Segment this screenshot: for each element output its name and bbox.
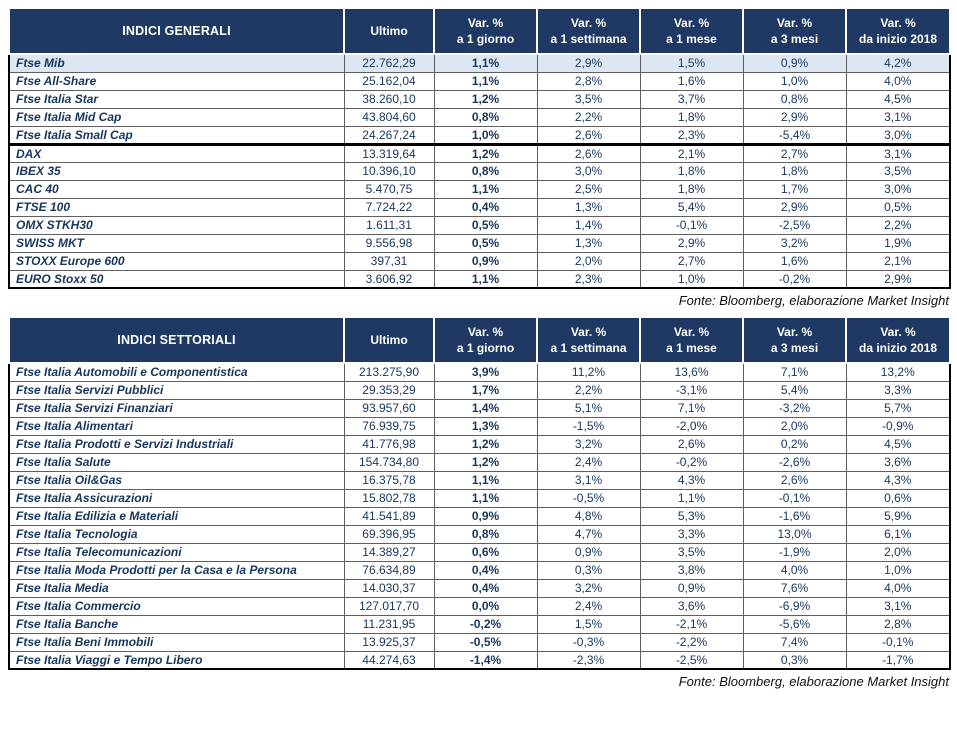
table-row	[9, 363, 950, 381]
column-header-line1: Var. %	[570, 324, 607, 339]
ultimo-value: 76.939,75	[344, 417, 434, 435]
ultimo-value: 29.353,29	[344, 381, 434, 399]
column-header	[434, 8, 537, 54]
table-row	[9, 633, 950, 651]
var-value: 0,9%	[743, 54, 846, 72]
var-value: 0,6%	[846, 489, 950, 507]
column-header-line2: a 1 settimana	[550, 32, 627, 46]
var-value: 3,2%	[537, 579, 640, 597]
var-value: 1,1%	[434, 489, 537, 507]
var-value: 1,1%	[434, 180, 537, 198]
var-value: -0,5%	[537, 489, 640, 507]
ultimo-value: 213.275,90	[344, 363, 434, 381]
var-value: 2,6%	[537, 126, 640, 144]
var-value: 4,0%	[846, 72, 950, 90]
var-value: 0,8%	[434, 162, 537, 180]
index-name: Ftse Italia Salute	[9, 453, 344, 471]
var-value: 0,9%	[537, 543, 640, 561]
ultimo-value: 1.611,31	[344, 216, 434, 234]
var-value: 2,8%	[846, 615, 950, 633]
var-value: 1,0%	[434, 126, 537, 144]
var-value: 1,1%	[640, 489, 743, 507]
var-value: 0,9%	[640, 579, 743, 597]
table-row	[9, 525, 950, 543]
var-value: 1,4%	[537, 216, 640, 234]
var-value: 3,1%	[846, 108, 950, 126]
index-name: CAC 40	[9, 180, 344, 198]
var-value: 1,6%	[743, 252, 846, 270]
var-value: 1,7%	[743, 180, 846, 198]
column-header-line2: da inizio 2018	[858, 32, 938, 46]
var-value: 2,6%	[537, 144, 640, 162]
var-value: 0,5%	[434, 234, 537, 252]
var-value: 3,2%	[743, 234, 846, 252]
ultimo-value: 10.396,10	[344, 162, 434, 180]
var-value: 7,4%	[743, 633, 846, 651]
ultimo-value: 13.925,37	[344, 633, 434, 651]
var-value: 3,2%	[537, 435, 640, 453]
var-value: -3,2%	[743, 399, 846, 417]
var-value: 1,9%	[846, 234, 950, 252]
column-header-line2: a 1 mese	[666, 32, 717, 46]
var-value: -2,5%	[743, 216, 846, 234]
var-value: 2,3%	[537, 270, 640, 288]
var-value: 2,2%	[537, 108, 640, 126]
index-name: Ftse Italia Oil&Gas	[9, 471, 344, 489]
var-value: 5,1%	[537, 399, 640, 417]
header-row	[9, 317, 950, 363]
var-value: 1,4%	[434, 399, 537, 417]
column-header-line1: Var. %	[776, 324, 813, 339]
var-value: 1,2%	[434, 453, 537, 471]
var-value: -2,5%	[640, 651, 743, 669]
column-header-line2: a 1 settimana	[550, 341, 627, 355]
var-value: 2,3%	[640, 126, 743, 144]
table-row	[9, 234, 950, 252]
column-header-line2: a 1 giorno	[456, 32, 515, 46]
table-row	[9, 615, 950, 633]
table-title: INDICI GENERALI	[9, 8, 344, 54]
var-value: -3,1%	[640, 381, 743, 399]
var-value: 2,2%	[537, 381, 640, 399]
var-value: 13,6%	[640, 363, 743, 381]
indici-generali-table-block	[8, 7, 949, 289]
table-row	[9, 417, 950, 435]
index-name: Ftse Italia Edilizia e Materiali	[9, 507, 344, 525]
var-value: 5,3%	[640, 507, 743, 525]
index-name: Ftse Mib	[9, 54, 344, 72]
table-row	[9, 381, 950, 399]
index-name: DAX	[9, 144, 344, 162]
index-name: Ftse Italia Moda Prodotti per la Casa e la Persona	[9, 561, 344, 579]
ultimo-value: 16.375,78	[344, 471, 434, 489]
var-value: 1,0%	[743, 72, 846, 90]
index-name: EURO Stoxx 50	[9, 270, 344, 288]
var-value: 7,1%	[743, 363, 846, 381]
ultimo-value: 154.734,80	[344, 453, 434, 471]
var-value: -0,9%	[846, 417, 950, 435]
var-value: 7,6%	[743, 579, 846, 597]
ultimo-value: 7.724,22	[344, 198, 434, 216]
ultimo-value: 397,31	[344, 252, 434, 270]
column-header-line1: Var. %	[467, 15, 504, 30]
ultimo-value: 9.556,98	[344, 234, 434, 252]
ultimo-value: 44.274,63	[344, 651, 434, 669]
column-header	[743, 317, 846, 363]
ultimo-value: 76.634,89	[344, 561, 434, 579]
table-row	[9, 579, 950, 597]
var-value: 3,0%	[846, 180, 950, 198]
var-value: 0,9%	[434, 507, 537, 525]
var-value: 0,4%	[434, 579, 537, 597]
table-row	[9, 216, 950, 234]
financial-table	[8, 7, 951, 289]
var-value: 0,8%	[743, 90, 846, 108]
var-value: 2,7%	[640, 252, 743, 270]
ultimo-value: 41.776,98	[344, 435, 434, 453]
ultimo-value: 11.231,95	[344, 615, 434, 633]
var-value: 2,2%	[846, 216, 950, 234]
var-value: -0,1%	[846, 633, 950, 651]
table-row	[9, 543, 950, 561]
column-header-line1: Var. %	[880, 324, 916, 339]
var-value: 0,4%	[434, 561, 537, 579]
var-value: 1,2%	[434, 90, 537, 108]
index-name: Ftse Italia Star	[9, 90, 344, 108]
var-value: 6,1%	[846, 525, 950, 543]
var-value: 7,1%	[640, 399, 743, 417]
var-value: 1,2%	[434, 144, 537, 162]
var-value: 2,6%	[640, 435, 743, 453]
var-value: 4,0%	[743, 561, 846, 579]
var-value: 3,1%	[846, 597, 950, 615]
ultimo-value: 22.762,29	[344, 54, 434, 72]
ultimo-value: 3.606,92	[344, 270, 434, 288]
var-value: 1,8%	[743, 162, 846, 180]
ultimo-value: 127.017,70	[344, 597, 434, 615]
var-value: 1,1%	[434, 270, 537, 288]
financial-table	[8, 316, 951, 670]
var-value: 1,5%	[537, 615, 640, 633]
table-row	[9, 489, 950, 507]
var-value: 3,1%	[846, 144, 950, 162]
ultimo-value: 43.804,60	[344, 108, 434, 126]
var-value: -2,0%	[640, 417, 743, 435]
var-value: -0,2%	[640, 453, 743, 471]
var-value: 2,9%	[743, 108, 846, 126]
var-value: 2,8%	[537, 72, 640, 90]
table-row	[9, 144, 950, 162]
column-header	[640, 317, 743, 363]
var-value: 1,7%	[434, 381, 537, 399]
var-value: -0,3%	[537, 633, 640, 651]
index-name: Ftse Italia Automobili e Componentistica	[9, 363, 344, 381]
table-row	[9, 453, 950, 471]
index-name: Ftse Italia Small Cap	[9, 126, 344, 144]
column-header	[434, 317, 537, 363]
index-name: Ftse Italia Mid Cap	[9, 108, 344, 126]
column-header	[344, 317, 434, 363]
column-header	[537, 8, 640, 54]
table-row	[9, 471, 950, 489]
column-header-line2: a 3 mesi	[770, 341, 819, 355]
ultimo-value: 41.541,89	[344, 507, 434, 525]
var-value: 3,7%	[640, 90, 743, 108]
table-row	[9, 162, 950, 180]
index-name: OMX STKH30	[9, 216, 344, 234]
var-value: 5,9%	[846, 507, 950, 525]
var-value: 13,2%	[846, 363, 950, 381]
var-value: 2,5%	[537, 180, 640, 198]
index-name: Ftse All-Share	[9, 72, 344, 90]
index-name: Ftse Italia Servizi Pubblici	[9, 381, 344, 399]
column-header-line2: da inizio 2018	[858, 341, 938, 355]
ultimo-value: 15.802,78	[344, 489, 434, 507]
var-value: 2,0%	[743, 417, 846, 435]
index-name: STOXX Europe 600	[9, 252, 344, 270]
header-row	[9, 8, 950, 54]
table-title: INDICI SETTORIALI	[9, 317, 344, 363]
ultimo-value: 25.162,04	[344, 72, 434, 90]
var-value: -0,2%	[434, 615, 537, 633]
var-value: 1,5%	[640, 54, 743, 72]
var-value: 4,3%	[846, 471, 950, 489]
var-value: -0,1%	[743, 489, 846, 507]
var-value: 2,9%	[743, 198, 846, 216]
index-name: Ftse Italia Media	[9, 579, 344, 597]
index-name: Ftse Italia Commercio	[9, 597, 344, 615]
column-header-line1: Var. %	[880, 15, 916, 30]
ultimo-value: 14.030,37	[344, 579, 434, 597]
column-header-line2: a 1 mese	[666, 341, 717, 355]
index-name: Ftse Italia Prodotti e Servizi Industriali	[9, 435, 344, 453]
var-value: 1,0%	[640, 270, 743, 288]
column-header-line1: Var. %	[673, 324, 710, 339]
var-value: 4,8%	[537, 507, 640, 525]
var-value: 1,1%	[434, 54, 537, 72]
var-value: 3,0%	[846, 126, 950, 144]
var-value: 2,1%	[846, 252, 950, 270]
column-header	[537, 317, 640, 363]
var-value: 2,6%	[743, 471, 846, 489]
var-value: 0,3%	[743, 651, 846, 669]
var-value: 3,0%	[537, 162, 640, 180]
var-value: -1,4%	[434, 651, 537, 669]
var-value: 3,1%	[537, 471, 640, 489]
index-name: Ftse Italia Telecomunicazioni	[9, 543, 344, 561]
var-value: -2,1%	[640, 615, 743, 633]
source-note-settoriali: Fonte: Bloomberg, elaborazione Market Insight	[678, 674, 949, 689]
var-value: -1,6%	[743, 507, 846, 525]
column-header-line1: Var. %	[570, 15, 607, 30]
ultimo-value: 13.319,64	[344, 144, 434, 162]
var-value: 0,5%	[846, 198, 950, 216]
var-value: 3,8%	[640, 561, 743, 579]
var-value: 0,9%	[434, 252, 537, 270]
var-value: 4,3%	[640, 471, 743, 489]
table-row	[9, 435, 950, 453]
column-header-line1: Ultimo	[370, 332, 408, 347]
var-value: -2,3%	[537, 651, 640, 669]
index-name: Ftse Italia Alimentari	[9, 417, 344, 435]
index-name: Ftse Italia Beni Immobili	[9, 633, 344, 651]
var-value: 0,8%	[434, 525, 537, 543]
column-header	[344, 8, 434, 54]
var-value: 0,6%	[434, 543, 537, 561]
index-name: Ftse Italia Assicurazioni	[9, 489, 344, 507]
table-row	[9, 507, 950, 525]
var-value: 1,0%	[846, 561, 950, 579]
var-value: 2,1%	[640, 144, 743, 162]
index-name: SWISS MKT	[9, 234, 344, 252]
index-name: Ftse Italia Banche	[9, 615, 344, 633]
var-value: 0,3%	[537, 561, 640, 579]
table-row	[9, 72, 950, 90]
var-value: 5,4%	[743, 381, 846, 399]
column-header-line2: a 3 mesi	[770, 32, 819, 46]
table-row	[9, 597, 950, 615]
var-value: 3,3%	[640, 525, 743, 543]
table-row	[9, 54, 950, 72]
table-row	[9, 108, 950, 126]
var-value: 0,5%	[434, 216, 537, 234]
ultimo-value: 93.957,60	[344, 399, 434, 417]
var-value: 3,5%	[537, 90, 640, 108]
var-value: 1,3%	[537, 234, 640, 252]
column-header-line2: a 1 giorno	[456, 341, 515, 355]
table-row	[9, 561, 950, 579]
var-value: -2,6%	[743, 453, 846, 471]
var-value: -6,9%	[743, 597, 846, 615]
table-row	[9, 270, 950, 288]
var-value: 1,3%	[434, 417, 537, 435]
var-value: 2,9%	[640, 234, 743, 252]
var-value: 1,6%	[640, 72, 743, 90]
var-value: 13,0%	[743, 525, 846, 543]
var-value: 3,9%	[434, 363, 537, 381]
var-value: 3,6%	[640, 597, 743, 615]
column-header	[846, 317, 950, 363]
indici-settoriali-table-block	[8, 316, 949, 670]
index-name: Ftse Italia Tecnologia	[9, 525, 344, 543]
ultimo-value: 38.260,10	[344, 90, 434, 108]
table-row	[9, 90, 950, 108]
table-row	[9, 198, 950, 216]
column-header	[640, 8, 743, 54]
var-value: 2,9%	[846, 270, 950, 288]
var-value: 4,7%	[537, 525, 640, 543]
column-header-line1: Var. %	[776, 15, 813, 30]
ultimo-value: 14.389,27	[344, 543, 434, 561]
table-row	[9, 651, 950, 669]
column-header-line1: Var. %	[673, 15, 710, 30]
index-name: Ftse Italia Viaggi e Tempo Libero	[9, 651, 344, 669]
var-value: 4,5%	[846, 435, 950, 453]
var-value: 1,1%	[434, 72, 537, 90]
var-value: -5,4%	[743, 126, 846, 144]
column-header	[846, 8, 950, 54]
var-value: -2,2%	[640, 633, 743, 651]
var-value: 1,8%	[640, 108, 743, 126]
column-header-line1: Var. %	[467, 324, 504, 339]
var-value: -5,6%	[743, 615, 846, 633]
source-note-generali: Fonte: Bloomberg, elaborazione Market Insight	[678, 293, 949, 308]
var-value: 4,2%	[846, 54, 950, 72]
var-value: 1,3%	[537, 198, 640, 216]
var-value: 3,5%	[640, 543, 743, 561]
index-name: Ftse Italia Servizi Finanziari	[9, 399, 344, 417]
var-value: 4,0%	[846, 579, 950, 597]
var-value: -1,9%	[743, 543, 846, 561]
var-value: 5,7%	[846, 399, 950, 417]
var-value: 2,4%	[537, 453, 640, 471]
var-value: 5,4%	[640, 198, 743, 216]
var-value: 0,0%	[434, 597, 537, 615]
var-value: 4,5%	[846, 90, 950, 108]
index-name: IBEX 35	[9, 162, 344, 180]
table-row	[9, 180, 950, 198]
var-value: 2,9%	[537, 54, 640, 72]
var-value: 2,4%	[537, 597, 640, 615]
var-value: 1,2%	[434, 435, 537, 453]
var-value: -0,2%	[743, 270, 846, 288]
column-header	[743, 8, 846, 54]
ultimo-value: 24.267,24	[344, 126, 434, 144]
var-value: 1,8%	[640, 162, 743, 180]
table-row	[9, 126, 950, 144]
var-value: -0,1%	[640, 216, 743, 234]
var-value: 1,1%	[434, 471, 537, 489]
var-value: 2,0%	[846, 543, 950, 561]
var-value: 1,8%	[640, 180, 743, 198]
var-value: 3,3%	[846, 381, 950, 399]
var-value: 0,4%	[434, 198, 537, 216]
column-header-line1: Ultimo	[370, 23, 408, 38]
index-name: FTSE 100	[9, 198, 344, 216]
var-value: -1,7%	[846, 651, 950, 669]
var-value: 3,6%	[846, 453, 950, 471]
ultimo-value: 69.396,95	[344, 525, 434, 543]
var-value: 2,0%	[537, 252, 640, 270]
var-value: -1,5%	[537, 417, 640, 435]
var-value: 11,2%	[537, 363, 640, 381]
var-value: 0,8%	[434, 108, 537, 126]
ultimo-value: 5.470,75	[344, 180, 434, 198]
var-value: 3,5%	[846, 162, 950, 180]
var-value: 2,7%	[743, 144, 846, 162]
var-value: -0,5%	[434, 633, 537, 651]
table-row	[9, 252, 950, 270]
table-row	[9, 399, 950, 417]
var-value: 0,2%	[743, 435, 846, 453]
